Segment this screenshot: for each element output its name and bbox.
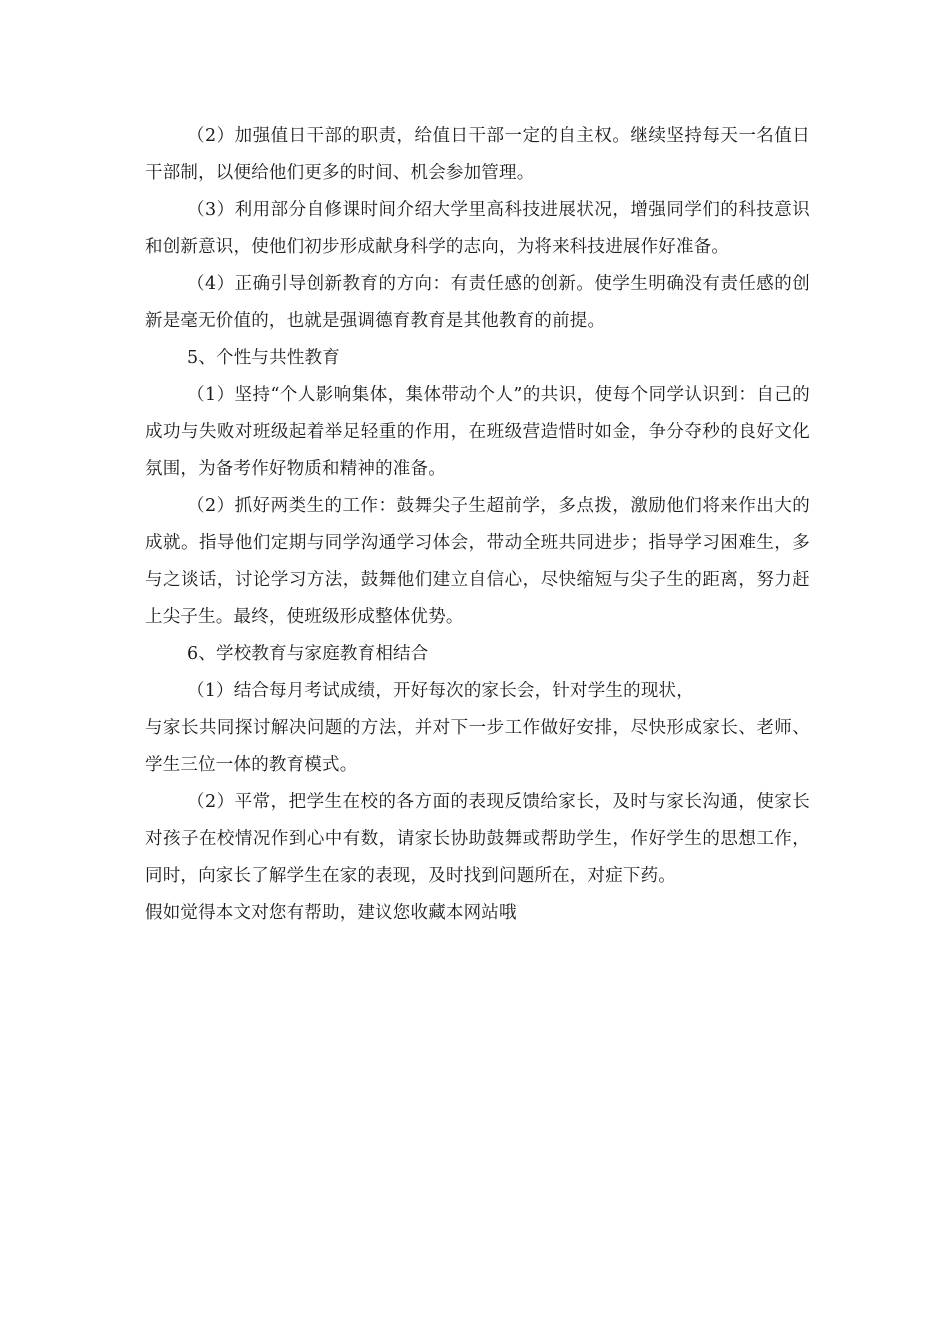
closing-note: 假如觉得本文对您有帮助，建议您收藏本网站哦 xyxy=(145,903,517,923)
section-heading-individuality: 5、个性与共性教育 xyxy=(187,348,340,368)
document-body xyxy=(145,118,810,932)
section-heading-school-family: 6、学校教育与家庭教育相结合 xyxy=(187,644,429,664)
paragraph-two-types-students: （2）抓好两类生的工作：鼓舞尖子生超前学，多点拨，激励他们将来作出大的成就。指导他们定期与同学沟通学习体会，带动全班共同进步；指导学习困难生，多与之谈话，讨论学习方法，鼓舞他们建立自信心，尽快缩短与尖子生的距离，努力赶上尖子生。最终，使班级形成整体优势。 xyxy=(145,496,810,627)
paragraph-innovation-education: （4）正确引导创新教育的方向：有责任感的创新。使学生明确没有责任感的创新是毫无价值的，也就是强调德育教育是其他教育的前提。 xyxy=(145,274,810,331)
paragraph-line: 与家长共同探讨解决问题的方法，并对下一步工作做好安排，尽快形成家长、老师、学生三位一体的教育模式。 xyxy=(145,718,810,775)
paragraph-collective-consensus: （1）坚持“个人影响集体，集体带动个人”的共识，使每个同学认识到：自己的成功与失败对班级起着举足轻重的作用，在班级营造惜时如金，争分夺秒的良好文化氛围，为备考作好物质和精神的准备。 xyxy=(145,385,810,479)
paragraph-feedback-parents: （2）平常，把学生在校的各方面的表现反馈给家长，及时与家长沟通，使家长对孩子在校情况作到心中有数，请家长协助鼓舞或帮助学生，作好学生的思想工作，同时，向家长了解学生在家的表现，及时找到问题所在，对症下药。 xyxy=(145,792,810,886)
paragraph-science-awareness: （3）利用部分自修课时间介绍大学里高科技进展状况，增强同学们的科技意识和创新意识，使他们初步形成献身科学的志向，为将来科技进展作好准备。 xyxy=(145,200,810,257)
paragraph-parent-meeting xyxy=(145,673,810,784)
paragraph-line: （1）结合每月考试成绩，开好每次的家长会，针对学生的现状， xyxy=(187,681,694,701)
paragraph-duty-cadre: （2）加强值日干部的职责，给值日干部一定的自主权。继续坚持每天一名值日干部制，以便给他们更多的时间、机会参加管理。 xyxy=(145,126,810,183)
